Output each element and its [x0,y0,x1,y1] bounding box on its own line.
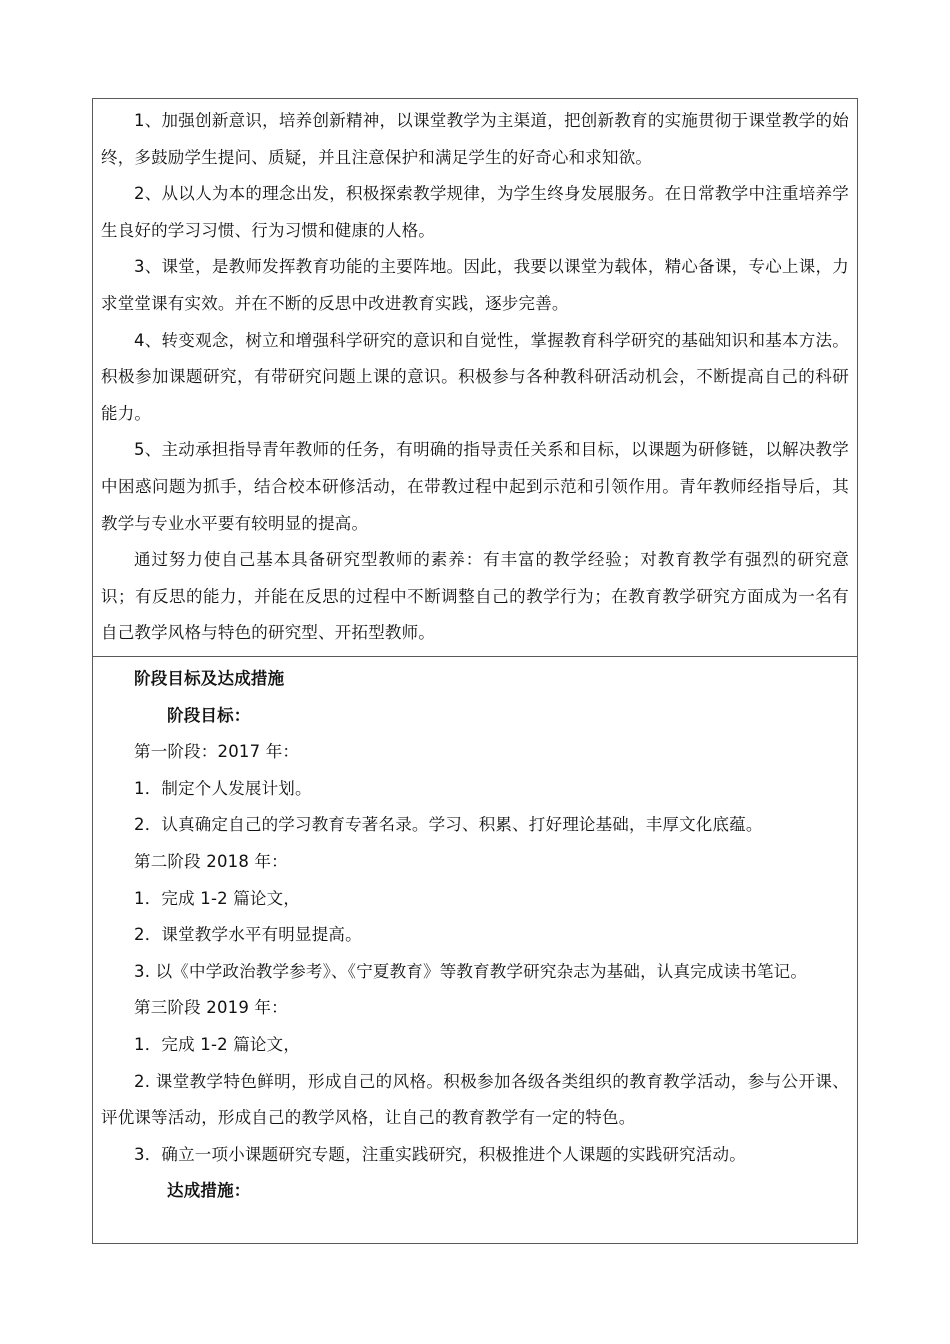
stage3-item: 2. 课堂教学特色鲜明，形成自己的风格。积极参加各级各类组织的教育教学活动，参与公开课、评优课等活动，形成自己的教学风格，让自己的教育教学有一定的特色。 [101,1071,849,1128]
goals-cell [93,99,857,656]
stage-goals-subheading: 阶段目标： [167,705,251,725]
stage3-item: 3．确立一项小课题研究专题，注重实践研究，积极推进个人课题的实践研究活动。 [134,1144,746,1164]
paragraph-5: 5、主动承担指导青年教师的任务，有明确的指导责任关系和目标，以课题为研修链，以解决教学中困惑问题为抓手，结合校本研修活动，在带教过程中起到示范和引领作用。青年教师经指导后，其教学与专业水平要有较明显的提高。 [101,440,849,533]
section-heading: 阶段目标及达成措施 [134,669,285,688]
stage1-title: 第一阶段：2017 年： [134,742,300,762]
paragraph-4: 4、转变观念，树立和增强科学研究的意识和自觉性，掌握教育科学研究的基础知识和基本方法。积极参加课题研究，有带研究问题上课的意识。积极参与各种教科研活动机会，不断提高自己的科研能力。 [101,330,849,423]
stage3-title: 第三阶段 2019 年： [134,998,288,1018]
stage1-item: 1．制定个人发展计划。 [134,778,312,798]
stage1-item: 2．认真确定自己的学习教育专著名录。学习、积累、打好理论基础，丰厚文化底蕴。 [134,815,763,835]
document-table [92,98,858,1244]
paragraph-1: 1、加强创新意识，培养创新精神，以课堂教学为主渠道，把创新教育的实施贯彻于课堂教学的始终，多鼓励学生提问、质疑，并且注意保护和满足学生的好奇心和求知欲。 [101,111,849,167]
measures-heading: 达成措施： [167,1181,251,1201]
stage2-item: 1．完成 1-2 篇论文， [134,888,301,908]
stage-goals-cell [93,656,857,1243]
stage3-item: 1．完成 1-2 篇论文， [134,1034,301,1054]
stage2-item: 2．课堂教学水平有明显提高。 [134,925,362,945]
stage2-title: 第二阶段 2018 年： [134,851,288,871]
stage2-item: 3. 以《中学政治教学参考》、《宁夏教育》等教育教学研究杂志为基础，认真完成读书笔记。 [134,961,808,981]
paragraph-2: 2、从以人为本的理念出发，积极探索教学规律，为学生终身发展服务。在日常教学中注重培养学生良好的学习习惯、行为习惯和健康的人格。 [101,184,849,240]
paragraph-6: 通过努力使自己基本具备研究型教师的素养：有丰富的教学经验；对教育教学有强烈的研究意识；有反思的能力，并能在反思的过程中不断调整自己的教学行为；在教育教学研究方面成为一名有自己教学风格与特色的研究型、开拓型教师。 [101,550,849,643]
paragraph-3: 3、课堂，是教师发挥教育功能的主要阵地。因此，我要以课堂为载体，精心备课，专心上课，力求堂堂课有实效。并在不断的反思中改进教育实践，逐步完善。 [101,257,849,313]
